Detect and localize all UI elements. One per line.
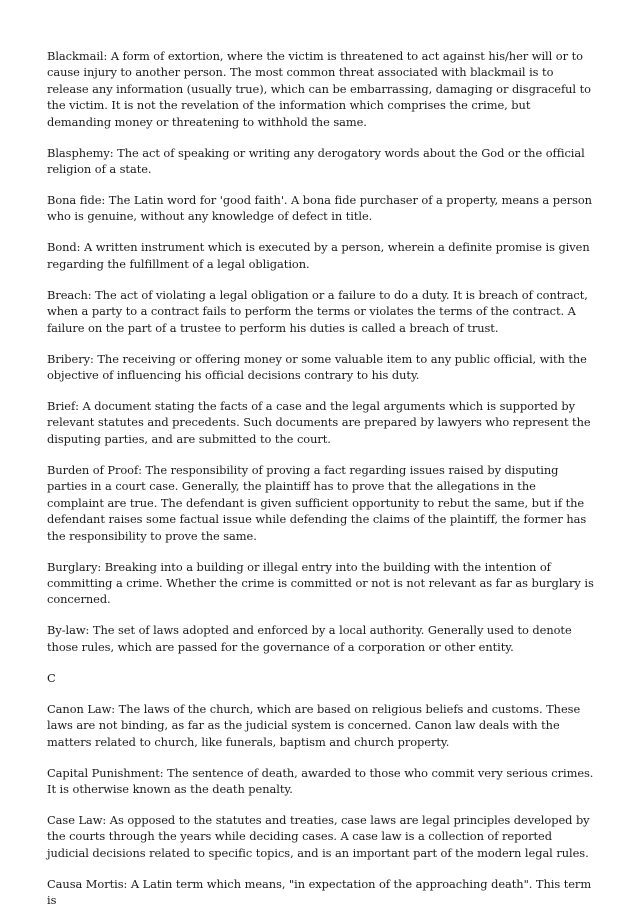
entry-by-law: By-law: The set of laws adopted and enforced by a local authority. Generally used to denote those rules, which are passed for the governance of a corporation or other entity. <box>47 623 572 654</box>
entry-capital-punishment: Capital Punishment: The sentence of death, awarded to those who commit very serious crimes. It is otherwise known as the death penalty. <box>47 765 594 796</box>
entry-blasphemy: Blasphemy: The act of speaking or writing any derogatory words about the God or the official religion of a state. <box>47 145 585 177</box>
entry-bond: Bond: A written instrument which is executed by a person, wherein a definite promise is given regarding the fulfillment of a legal obligation. <box>47 240 590 271</box>
entry-causa-mortis: Causa Mortis: A Latin term which means, "in expectation of the approaching death". This term is <box>47 876 592 908</box>
entry-breach: Breach: The act of violating a legal obligation or a failure to do a duty. It is breach of contract, when a party to a contract fails to perform the terms or violates the terms of the contract. A failure on the part of a trustee to perform his duties is called a breach of trust. <box>47 287 588 335</box>
entry-canon-law: Canon Law: The laws of the church, which are based on religious beliefs and customs. These laws are not binding, as far as the judicial system is concerned. Canon law deals with the matters related to church, like funerals, baptism and church property. <box>47 701 581 749</box>
entry-burglary: Burglary: Breaking into a building or illegal entry into the building with the intention of committing a crime. Whether the crime is committed or not is not relevant as far as burglary is concerned. <box>47 559 594 607</box>
section-letter-heading: C <box>47 670 56 685</box>
entry-blackmail: Blackmail: A form of extortion, where the victim is threatened to act against his/her will or to cause injury to another person. The most common threat associated with blackmail is to release any information (usually true), which can be embarrassing, damaging or disgraceful to the victim. It is not the revelation of the information which comprises the crime, but demanding money or threatening to withhold the same. <box>47 49 591 129</box>
entry-brief: Brief: A document stating the facts of a case and the legal arguments which is supported by relevant statutes and precedents. Such documents are prepared by lawyers who represent the disputing parties, and are submitted to the court. <box>47 399 591 446</box>
entry-case-law: Case Law: As opposed to the statutes and treaties, case laws are legal principles developed by the courts through the years while deciding cases. A case law is a collection of reported judicial decisions related to specific topics, and is an important part of the modern legal rules. <box>47 812 590 860</box>
document-page <box>47 48 595 923</box>
entry-burden-of-proof: Burden of Proof: The responsibility of proving a fact regarding issues raised by disputing parties in a court case. Generally, the plaintiff has to prove that the allegations in the complaint are true. The defendant is given sufficient opportunity to rebut the same, but if the defendant raises some factual issue while defending the claims of the plaintiff, the former has the responsibility to prove the same. <box>47 462 587 543</box>
entry-bribery: Bribery: The receiving or offering money or some valuable item to any public official, with the objective of influencing his official decisions contrary to his duty. <box>47 351 587 383</box>
entry-bona-fide: Bona fide: The Latin word for 'good faith'. A bona fide purchaser of a property, means a person who is genuine, without any knowledge of defect in title. <box>47 193 592 224</box>
